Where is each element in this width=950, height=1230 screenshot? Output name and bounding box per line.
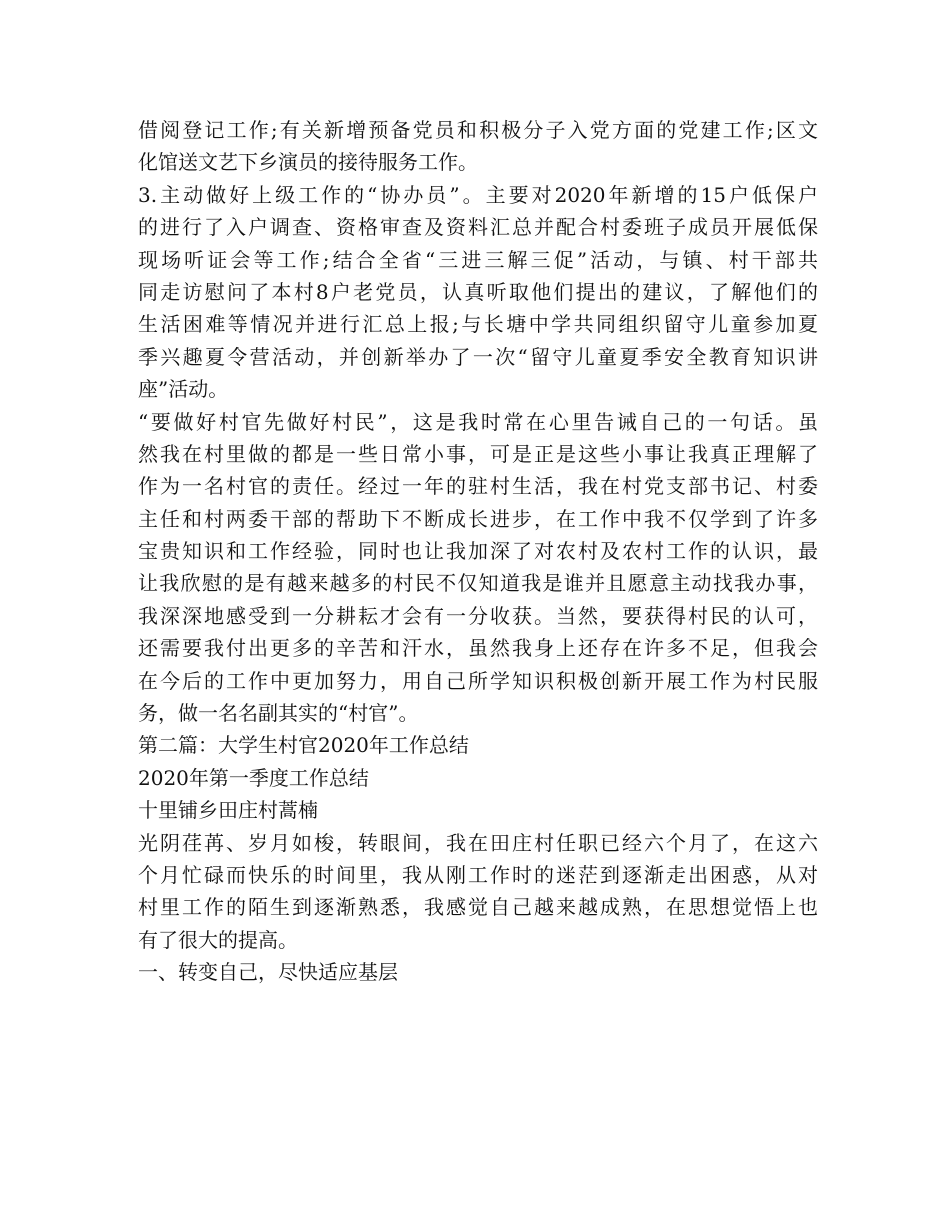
- paragraph-line: 的进行了入户调查、资格审查及资料汇总并配合村委班子成员开展低保: [138, 215, 818, 240]
- paragraph-line: 然我在村里做的都是一些日常小事，可是正是这些小事让我真正理解了: [138, 441, 818, 466]
- paragraph-line: 同走访慰问了本村8户老党员，认真听取他们提出的建议，了解他们的: [138, 279, 818, 304]
- author-line: 十里铺乡田庄村蒿楠: [138, 798, 318, 823]
- paragraph-line: 个月忙碌而快乐的时间里，我从刚工作时的迷茫到逐渐走出困惑，从对: [138, 862, 818, 887]
- paragraph-line: “要做好村官先做好村民”，这是我时常在心里告诫自己的一句话。虽: [138, 409, 818, 434]
- document-title: 2020年第一季度工作总结: [138, 765, 369, 790]
- paragraph-line: 光阴荏苒、岁月如梭，转眼间，我在田庄村任职已经六个月了，在这六: [138, 830, 818, 855]
- paragraph-line: 现场听证会等工作;结合全省“三进三解三促”活动，与镇、村干部共: [138, 247, 818, 272]
- section-heading: 一、转变自己，尽快适应基层: [138, 960, 398, 985]
- paragraph-line: 3.主动做好上级工作的“协办员”。主要对2020年新增的15户低保户: [138, 182, 818, 207]
- paragraph-line: 作为一名村官的责任。经过一年的驻村生活，我在村党支部书记、村委: [138, 474, 818, 499]
- paragraph-line: 座”活动。: [138, 377, 229, 402]
- paragraph-line: 宝贵知识和工作经验，同时也让我加深了对农村及农村工作的认识，最: [138, 539, 818, 564]
- paragraph-line: 借阅登记工作;有关新增预备党员和积极分子入党方面的党建工作;区文: [138, 118, 818, 142]
- paragraph-line: 生活困难等情况并进行汇总上报;与长塘中学共同组织留守儿童参加夏: [138, 312, 818, 337]
- paragraph-line: 让我欣慰的是有越来越多的村民不仅知道我是谁并且愿意主动找我办事，: [138, 571, 818, 596]
- paragraph-line: 主任和村两委干部的帮助下不断成长进步，在工作中我不仅学到了许多: [138, 506, 818, 531]
- paragraph-line: 还需要我付出更多的辛苦和汗水，虽然我身上还存在许多不足，但我会: [138, 636, 818, 661]
- paragraph-line: 化馆送文艺下乡演员的接待服务工作。: [138, 150, 478, 175]
- document-body: [138, 114, 818, 989]
- section-heading: 第二篇：大学生村官2020年工作总结: [138, 733, 469, 758]
- paragraph-line: 在今后的工作中更加努力，用自己所学知识积极创新开展工作为村民服: [138, 668, 818, 693]
- paragraph-line: 村里工作的陌生到逐渐熟悉，我感觉自己越来越成熟，在思想觉悟上也: [138, 895, 818, 920]
- paragraph-line: 季兴趣夏令营活动，并创新举办了一次“留守儿童夏季安全教育知识讲: [138, 344, 818, 369]
- paragraph-line: 务，做一名名副其实的“村官”。: [138, 701, 419, 726]
- paragraph-line: 有了很大的提高。: [138, 927, 298, 952]
- paragraph-line: 我深深地感受到一分耕耘才会有一分收获。当然，要获得村民的认可，: [138, 603, 818, 628]
